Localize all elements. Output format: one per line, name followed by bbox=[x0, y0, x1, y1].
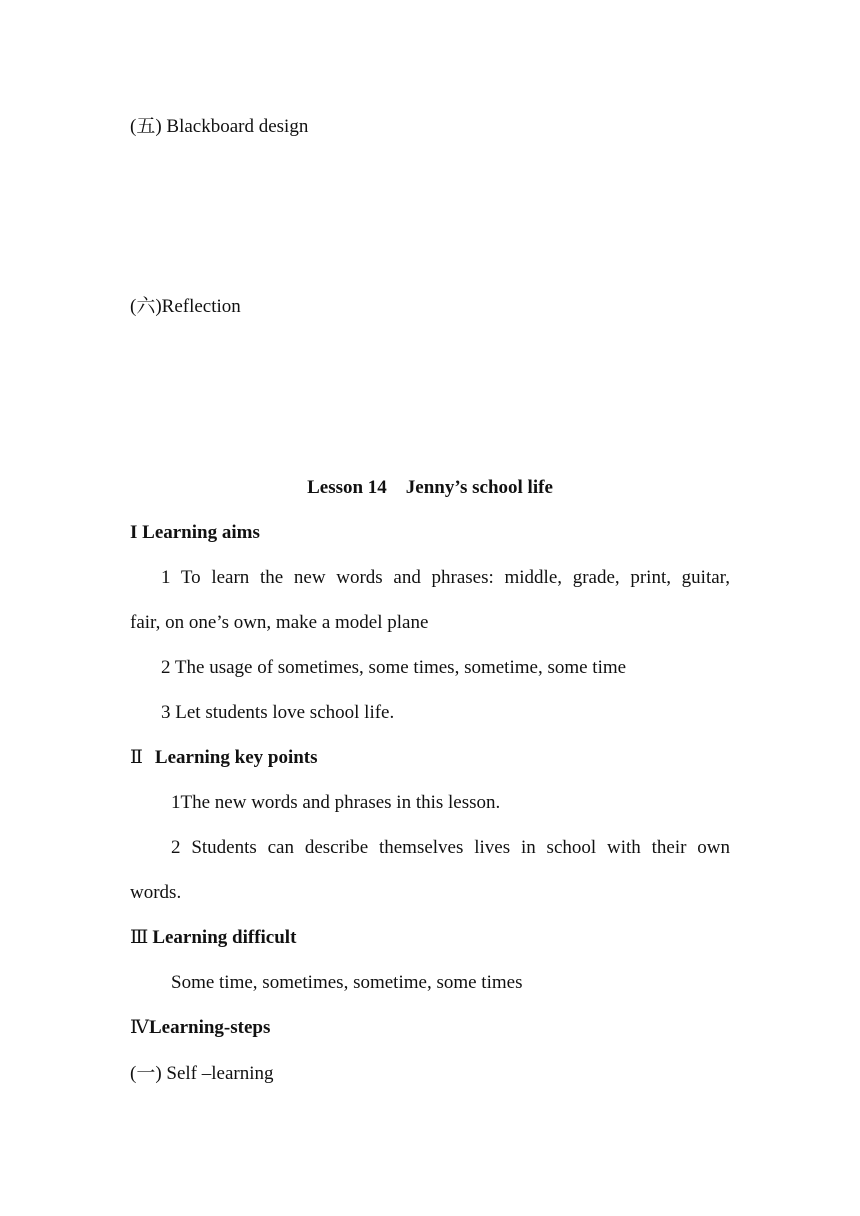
difficult-numeral: Ⅲ bbox=[130, 927, 149, 948]
key-points-item-2-line-2: words. bbox=[130, 882, 182, 903]
key-points-item-2-line-1: 2 Students can describe themselves lives in school with their own bbox=[171, 837, 730, 858]
self-learning-subheading: (一) Self –learning bbox=[130, 1063, 274, 1084]
key-points-numeral: Ⅱ bbox=[130, 747, 143, 768]
learning-aims-heading: I Learning aims bbox=[130, 522, 260, 543]
key-points-item-1: 1The new words and phrases in this lesson. bbox=[171, 792, 501, 813]
aims-item-2: 2 The usage of sometimes, some times, sometime, some time bbox=[161, 657, 627, 678]
key-points-heading-text: Learning key points bbox=[154, 747, 318, 768]
steps-heading-text: Learning-steps bbox=[148, 1017, 271, 1038]
aims-item-1-line-2: fair, on one’s own, make a model plane bbox=[130, 612, 429, 633]
blackboard-design-heading: (五) Blackboard design bbox=[130, 116, 309, 137]
reflection-heading: (六)Reflection bbox=[130, 296, 241, 317]
aims-item-1-line-1: 1 To learn the new words and phrases: middle, grade, print, guitar, bbox=[161, 567, 730, 588]
difficult-heading-text: Learning difficult bbox=[152, 927, 297, 948]
steps-numeral: Ⅳ bbox=[130, 1017, 149, 1038]
difficult-heading bbox=[130, 927, 296, 949]
key-points-heading bbox=[130, 747, 318, 769]
steps-heading bbox=[130, 1017, 270, 1039]
difficult-item-1: Some time, sometimes, sometime, some times bbox=[171, 972, 523, 993]
lesson-title: Lesson 14 Jenny’s school life bbox=[307, 477, 553, 498]
aims-item-3: 3 Let students love school life. bbox=[161, 702, 395, 723]
